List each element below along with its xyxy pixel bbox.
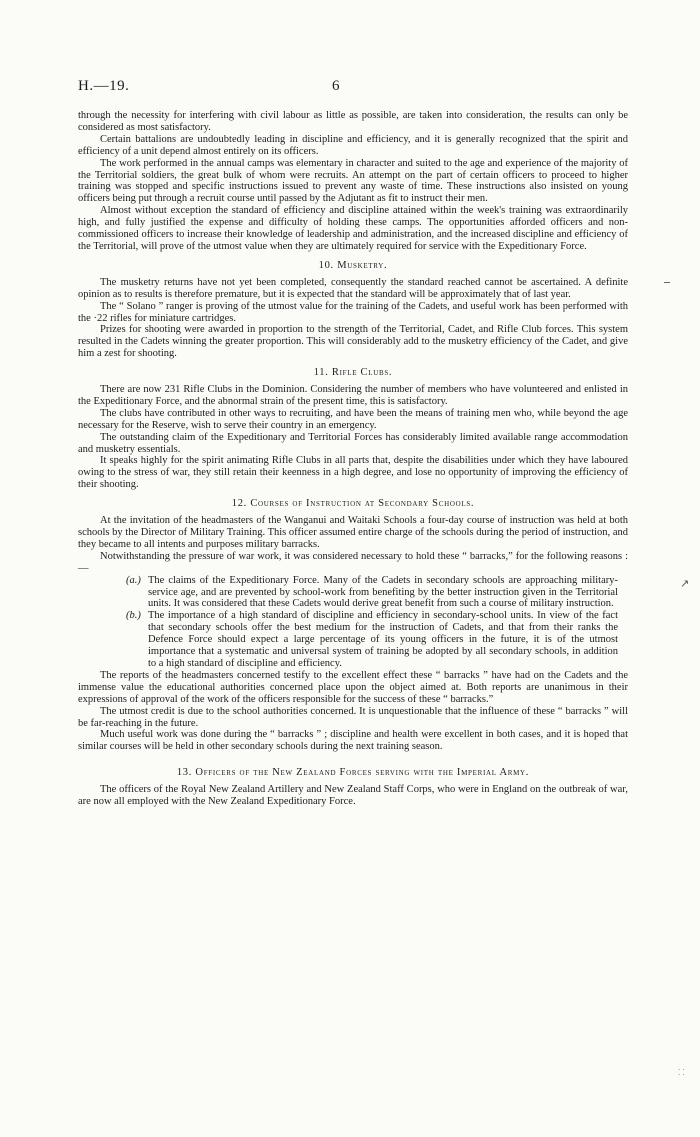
paragraph: through the necessity for interfering with civil labour as little as possible, are taken into consideration, the results can only be considered as most satisfactory. bbox=[78, 110, 628, 133]
paragraph: The “ Solano ” ranger is proving of the utmost value for the training of the Cadets, and useful work has been performed with the ·22 rifles for miniature cartridges. bbox=[78, 300, 628, 324]
reason-item bbox=[126, 574, 618, 611]
paragraph: Certain battalions are undoubtedly leading in discipline and efficiency, and it is generally recognized that the spirit and efficiency of a unit depend almost entirely on its officers. bbox=[78, 133, 628, 157]
page-number: 6 bbox=[332, 78, 340, 94]
paragraph: Much useful work was done during the “ barracks ” ; discipline and health were excellent in both cases, and it is hoped that similar courses will be held in other secondary schools during the next training season. bbox=[78, 729, 628, 753]
paragraph: It speaks highly for the spirit animating Rifle Clubs in all parts that, despite the disabilities under which they have laboured owing to the stress of war, they still retain their keenness in a high degree, and lose no opportunity of improving the efficiency of their shooting. bbox=[78, 455, 628, 491]
section-heading-courses: 12. Courses of Instruction at Secondary Schools. bbox=[231, 498, 475, 510]
margin-arrow-mark: ↗ bbox=[680, 577, 690, 590]
report-reference: H.—19. bbox=[78, 78, 130, 94]
paragraph: Almost without exception the standard of efficiency and discipline attained within the week's training was extraordinarily high, and fully justified the expense and difficulty of holding these camps. The opportunities afforded officers and non-commissioned officers to increase their knowledge of leadership and administration, and the increased discipline and efficiency of the Territorial, will prove of the utmost value when they are ultimately required for service with the Expeditionary Force. bbox=[78, 205, 628, 252]
section-heading-musketry: 10. Musketry. bbox=[318, 259, 388, 271]
section-heading-officers: 13. Officers of the New Zealand Forces serving with the Imperial Army. bbox=[176, 767, 530, 779]
margin-dash-mark bbox=[664, 282, 670, 283]
paragraph: The outstanding claim of the Expeditionary and Territorial Forces has considerably limited available range accommodation and musketry essentials. bbox=[78, 431, 628, 455]
paragraph: There are now 231 Rifle Clubs in the Dominion. Considering the number of members who have volunteered and enlisted in the Expeditionary Force, and the abnormal strain of the present time, this is satisfactory. bbox=[78, 384, 628, 407]
reason-label: (b.) bbox=[126, 610, 141, 622]
paragraph: The musketry returns have not yet been completed, consequently the standard reached cannot be ascertained. A definite opinion as to results is therefore premature, but it is expected that the standard will be approximately that of last year. bbox=[78, 276, 628, 300]
reason-text: The importance of a high standard of discipline and efficiency in secondary-school units. In view of the fact that secondary schools offer the best medium for the instruction of Cadets, and that from their ranks the Defence Force should expect a large percentage of its young officers in the future, it is of the utmost importance that a systematic and universal system of training be adopted by all secondary schools, in addition to a high standard of discipline and efficiency. bbox=[148, 610, 618, 669]
reason-label: (a.) bbox=[126, 574, 141, 586]
paragraph: The work performed in the annual camps was elementary in character and suited to the age and experience of the majority of the Territorial soldiers, the great bulk of whom were recruits. An attempt on the part of certain officers to proceed to higher training was stopped and specific instructions issued to prevent any waste of time. These instructions also insisted on young officers being put through a recruit course until passed by the Adjutant as fit to instruct their men. bbox=[78, 157, 628, 205]
page-header bbox=[78, 78, 628, 98]
reasons-list bbox=[126, 574, 618, 670]
paragraph: The reports of the headmasters concerned testify to the excellent effect these “ barracks ” have had on the Cadets and the immense value the educational authorities concerned place upon the object aimed at. Both reports are unanimous in their expressions of approval of the work of the officers responsible for the success of these “ barracks.” bbox=[78, 669, 628, 705]
paragraph: Prizes for shooting were awarded in proportion to the strength of the Territorial, Cadet, and Rifle Club forces. This system resulted in the Cadets winning the greater proportion. This will considerably add to the musketry efficiency of the Cadet, and give him a zest for shooting. bbox=[78, 324, 628, 360]
reason-item bbox=[126, 610, 618, 670]
paragraph: The officers of the Royal New Zealand Artillery and New Zealand Staff Corps, who were in England on the outbreak of war, are now all employed with the New Zealand Expeditionary Force. bbox=[78, 784, 628, 808]
report-body bbox=[78, 110, 628, 808]
paragraph: At the invitation of the headmasters of the Wanganui and Waitaki Schools a four-day course of instruction was held at both schools by the Director of Military Training. This officer assumed entire charge of the schools during the period of instruction, and they became to all intents and purposes military barracks. bbox=[78, 515, 628, 550]
section-heading-rifle-clubs: 11. Rifle Clubs. bbox=[313, 367, 393, 379]
paragraph: The clubs have contributed in other ways to recruiting, and have been the means of training men who, while beyond the age necessary for the Reserve, wish to serve their country in an emergency. bbox=[78, 407, 628, 431]
reason-text: The claims of the Expeditionary Force. Many of the Cadets in secondary schools are approaching military-service age, and are prevented by school-work from benefiting by the better instruction given in the Territorial units. It was considered that these Cadets would derive great benefit from such a course of military instruction. bbox=[148, 574, 618, 610]
margin-dots-mark: · · · · bbox=[678, 1066, 685, 1079]
paragraph: Notwithstanding the pressure of war work, it was considered necessary to hold these “ barracks,” for the following reasons :— bbox=[78, 550, 628, 574]
paragraph: The utmost credit is due to the school authorities concerned. It is unquestionable that the influence of these “ barracks ” will be far-reaching in the future. bbox=[78, 705, 628, 729]
